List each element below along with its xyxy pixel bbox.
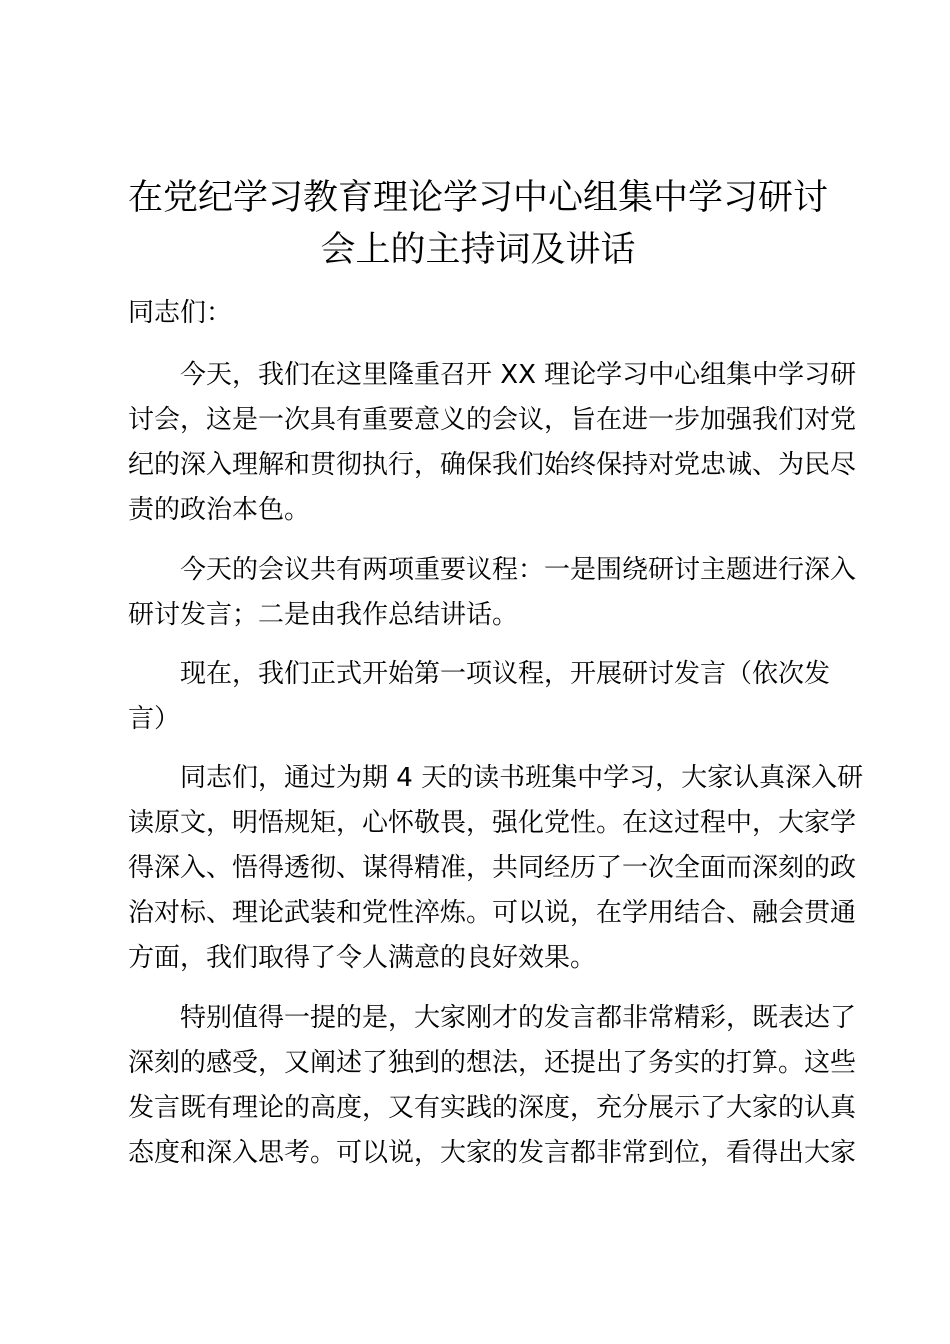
paragraph-line: 今天，我们在这里隆重召开 XX 理论学习中心组集中学习研 (180, 360, 857, 390)
paragraph-line: 研讨发言；二是由我作总结讲话。 (128, 600, 519, 630)
paragraph-5 (128, 996, 857, 1176)
paragraph-line: 方面，我们取得了令人满意的良好效果。 (128, 943, 597, 973)
paragraph-3 (128, 652, 838, 742)
paragraph-line: 责的政治本色。 (128, 495, 311, 525)
paragraph-line: 今天的会议共有两项重要议程：一是围绕研讨主题进行深入 (180, 555, 857, 585)
paragraph-line: 同志们，通过为期 4 天的读书班集中学习，大家认真深入研 (180, 763, 864, 793)
paragraph-line: 纪的深入理解和贯彻执行，确保我们始终保持对党忠诚、为民尽 (128, 450, 857, 480)
title-line-1: 在党纪学习教育理论学习中心组集中学习研讨 (127, 178, 828, 218)
document-title (118, 172, 838, 276)
paragraph-line: 态度和深入思考。可以说，大家的发言都非常到位，看得出大家 (128, 1138, 857, 1168)
paragraph-line: 治对标、理论武装和党性淬炼。可以说，在学用结合、融会贯通 (128, 898, 857, 928)
paragraph-line: 特别值得一提的是，大家刚才的发言都非常精彩，既表达了 (180, 1003, 857, 1033)
paragraph-line: 得深入、悟得透彻、谋得精准，共同经历了一次全面而深刻的政 (128, 853, 857, 883)
title-line-2: 会上的主持词及讲话 (320, 230, 636, 270)
paragraph-1 (128, 353, 857, 533)
paragraph-line: 现在，我们正式开始第一项议程，开展研讨发言（依次发 (180, 659, 831, 689)
paragraph-line: 发言既有理论的高度，又有实践的深度，充分展示了大家的认真 (128, 1093, 857, 1123)
paragraph-line: 读原文，明悟规矩，心怀敬畏，强化党性。在这过程中，大家学 (128, 808, 857, 838)
paragraph-line: 深刻的感受，又阐述了独到的想法，还提出了务实的打算。这些 (128, 1048, 857, 1078)
paragraph-4 (128, 756, 864, 981)
paragraph-line: 言） (128, 704, 181, 734)
paragraph-2 (128, 548, 857, 638)
salutation-text: 同志们： (128, 298, 233, 328)
salutation (128, 291, 838, 336)
paragraph-line: 讨会，这是一次具有重要意义的会议，旨在进一步加强我们对党 (128, 405, 857, 435)
